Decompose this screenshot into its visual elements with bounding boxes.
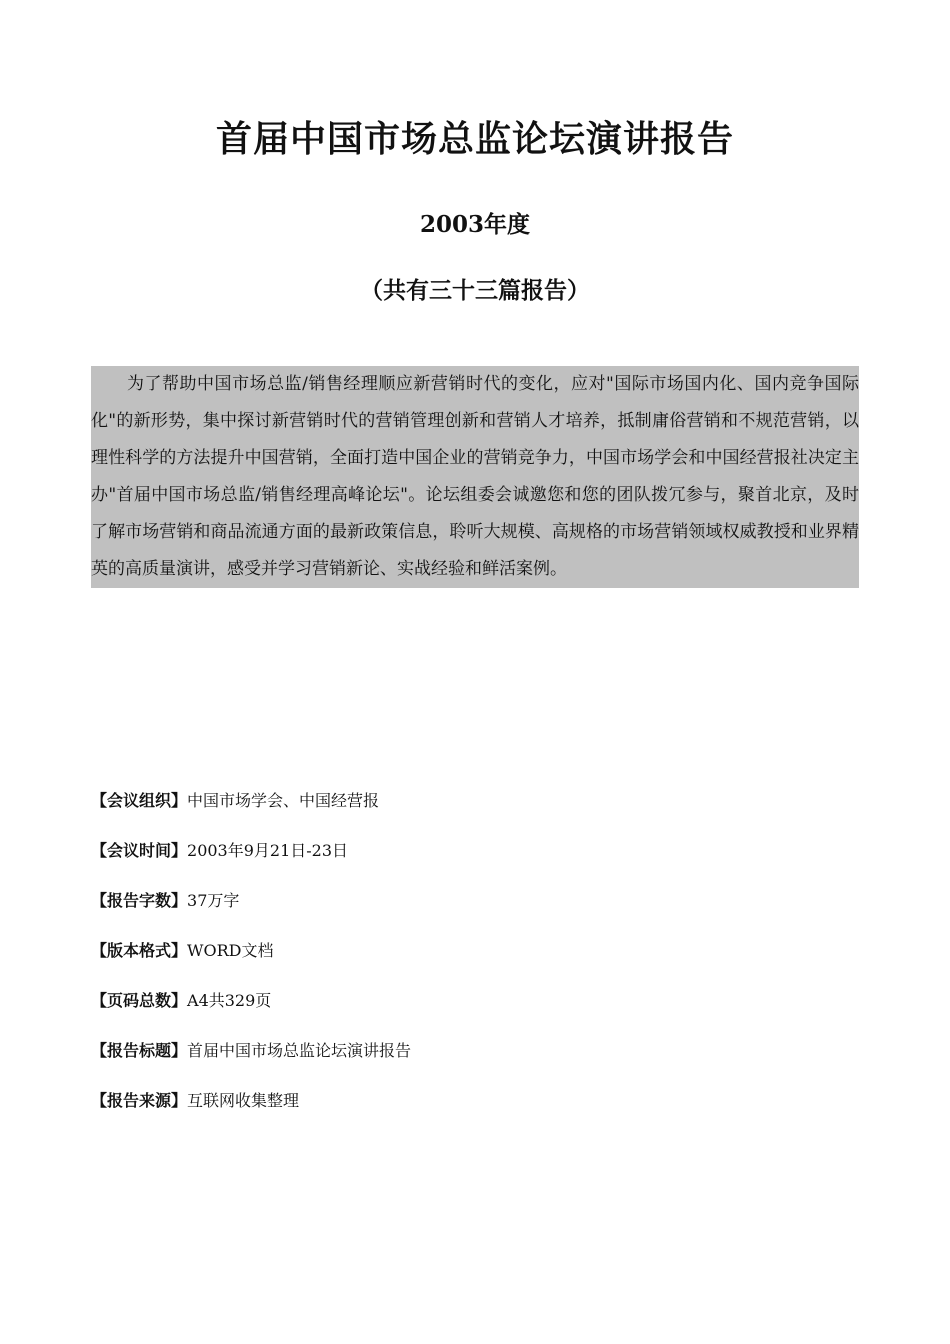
meta-label: 【报告标题】 xyxy=(91,1041,188,1060)
meta-value: 2003年9月21日-23日 xyxy=(187,841,349,860)
meta-value: 互联网收集整理 xyxy=(187,1091,300,1110)
meta-label: 【会议时间】 xyxy=(91,841,188,860)
meta-row-source xyxy=(91,1083,851,1133)
meta-value: 首届中国市场总监论坛演讲报告 xyxy=(187,1041,412,1060)
meta-label: 【会议组织】 xyxy=(91,791,188,810)
meta-value: WORD文档 xyxy=(187,941,274,960)
meta-list xyxy=(91,783,851,1133)
meta-value: 中国市场学会、中国经营报 xyxy=(187,791,380,810)
meta-row-word-count xyxy=(91,883,851,933)
report-count-note: （共有三十三篇报告） xyxy=(360,277,590,304)
meta-row-format xyxy=(91,933,851,983)
intro-paragraph: 为了帮助中国市场总监/销售经理顺应新营销时代的变化，应对"国际市场国内化、国内竞争国际化"的新形势，集中探讨新营销时代的营销管理创新和营销人才培养，抵制庸俗营销和不规范营销，以理性科学的方法提升中国营销，全面打造中国企业的营销竞争力，中国市场学会和中国经营报社决定主办"首届中国市场总监/销售经理高峰论坛"。论坛组委会诚邀您和您的团队拨冗参与，聚首北京，及时了解市场营销和商品流通方面的最新政策信息，聆听大规模、高规格的市场营销领域权威教授和业界精英的高质量演讲，感受并学习营销新论、实战经验和鲜活案例。 xyxy=(91,366,859,588)
meta-label: 【报告字数】 xyxy=(91,891,188,910)
meta-row-page-count xyxy=(91,983,851,1033)
document-title: 首届中国市场总监论坛演讲报告 xyxy=(215,118,734,160)
meta-label: 【页码总数】 xyxy=(91,991,188,1010)
meta-row-report-title xyxy=(91,1033,851,1083)
meta-label: 【版本格式】 xyxy=(91,941,188,960)
meta-value: 37万字 xyxy=(187,891,240,910)
meta-row-organizer xyxy=(91,783,851,833)
meta-row-time xyxy=(91,833,851,883)
meta-value: A4共329页 xyxy=(187,991,272,1010)
document-year: 2003年度 xyxy=(419,211,530,238)
meta-label: 【报告来源】 xyxy=(91,1091,188,1110)
